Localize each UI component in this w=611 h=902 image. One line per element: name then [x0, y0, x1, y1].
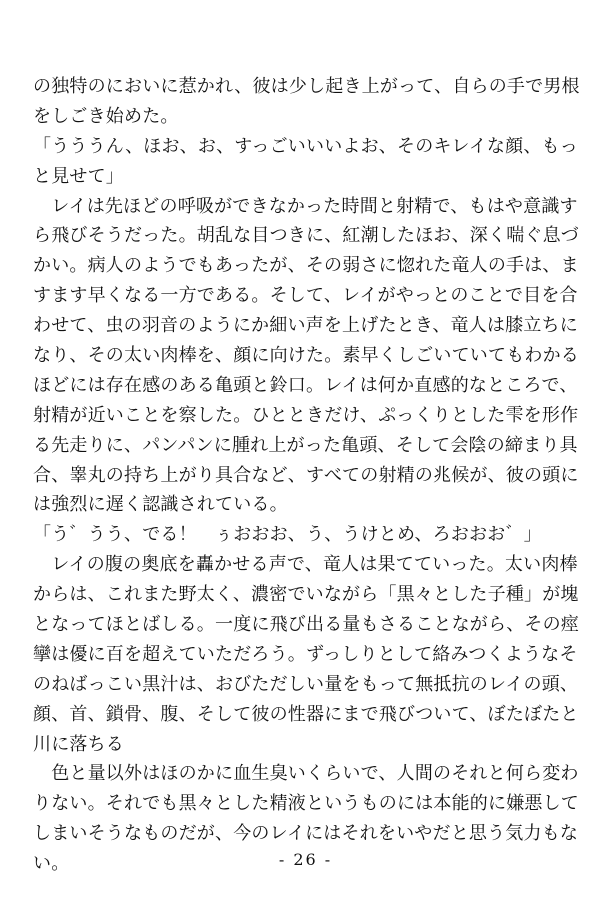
page-number: - 26 -: [278, 850, 333, 869]
text-line: ほどには存在感のある亀頭と鈴口。レイは何か直感的なところで、: [33, 374, 578, 396]
text-line: ら飛びそうだった。胡乱な目つきに、紅潮したほお、深く喘ぐ息づ: [33, 225, 579, 247]
text-line: 顔、首、鎖骨、腹、そして彼の性器にまで飛びついて、ぼたぼたと: [33, 703, 579, 725]
text-line: なり、その太い肉棒を、顔に向けた。素早くしごいていてもわかる: [33, 345, 579, 367]
text-line: からは、これまた野太く、濃密でいながら「黒々とした子種」が塊: [33, 584, 579, 606]
text-line: の独特のにおいに惹かれ、彼は少し起き上がって、自らの手で男根: [33, 76, 580, 97]
text-line: となってほとばしる。一度に飛び出る量もさることながら、その痙: [33, 614, 579, 636]
text-line: のねばっこい黒汁は、おびただしい量をもって無抵抗のレイの頭、: [33, 673, 579, 695]
text-line: をしごき始めた。: [33, 105, 179, 127]
text-line: 川に落ちる: [33, 733, 124, 755]
body-text: [33, 72, 585, 879]
text-line: 射精が近いことを察した。ひとときだけ、ぷっくりとした雫を形作: [33, 404, 579, 426]
text-line: しまいそうなものだが、今のレイにはそれをいやだと思う気力もな: [33, 823, 579, 845]
text-line: る先走りに、パンパンに腫れ上がった亀頭、そして会陰の締まり具: [33, 434, 578, 456]
text-line: かい。病人のようでもあったが、その弱さに惚れた竜人の手は、ま: [33, 255, 579, 277]
text-line: レイの腹の奥底を轟かせる声で、竜人は果てていった。太い肉棒: [33, 554, 578, 576]
text-line: 「うううん、ほお、お、すっごいいいよお、そのキレイな顔、もっ: [33, 135, 578, 157]
text-line: すます早くなる一方である。そして、レイがやっとのことで目を合: [33, 285, 578, 307]
text-line: 色と量以外はほのかに血生臭いくらいで、人間のそれと何ら変わ: [33, 763, 579, 785]
text-line: 「う゛うう、でる！ ぅおおお、う、うけとめ、ろおおお゛」: [33, 524, 542, 546]
text-line: りない。それでも黒々とした精液というものには本能的に嫌悪して: [33, 793, 579, 815]
text-line: 攣は優に百を超えていただろう。ずっしりとして絡みつくようなそ: [33, 643, 578, 665]
text-line: と見せて」: [33, 165, 124, 187]
text-line: レイは先ほどの呼吸ができなかった時間と射精で、もはや意識す: [33, 195, 578, 217]
text-line: わせて、虫の羽音のようにか細い声を上げたとき、竜人は膝立ちに: [33, 315, 578, 337]
text-line: 合、睾丸の持ち上がり具合など、すべての射精の兆候が、彼の頭に: [33, 464, 579, 486]
text-line: は強烈に遅く認識されている。: [33, 494, 288, 516]
text-line: い。: [33, 853, 70, 875]
